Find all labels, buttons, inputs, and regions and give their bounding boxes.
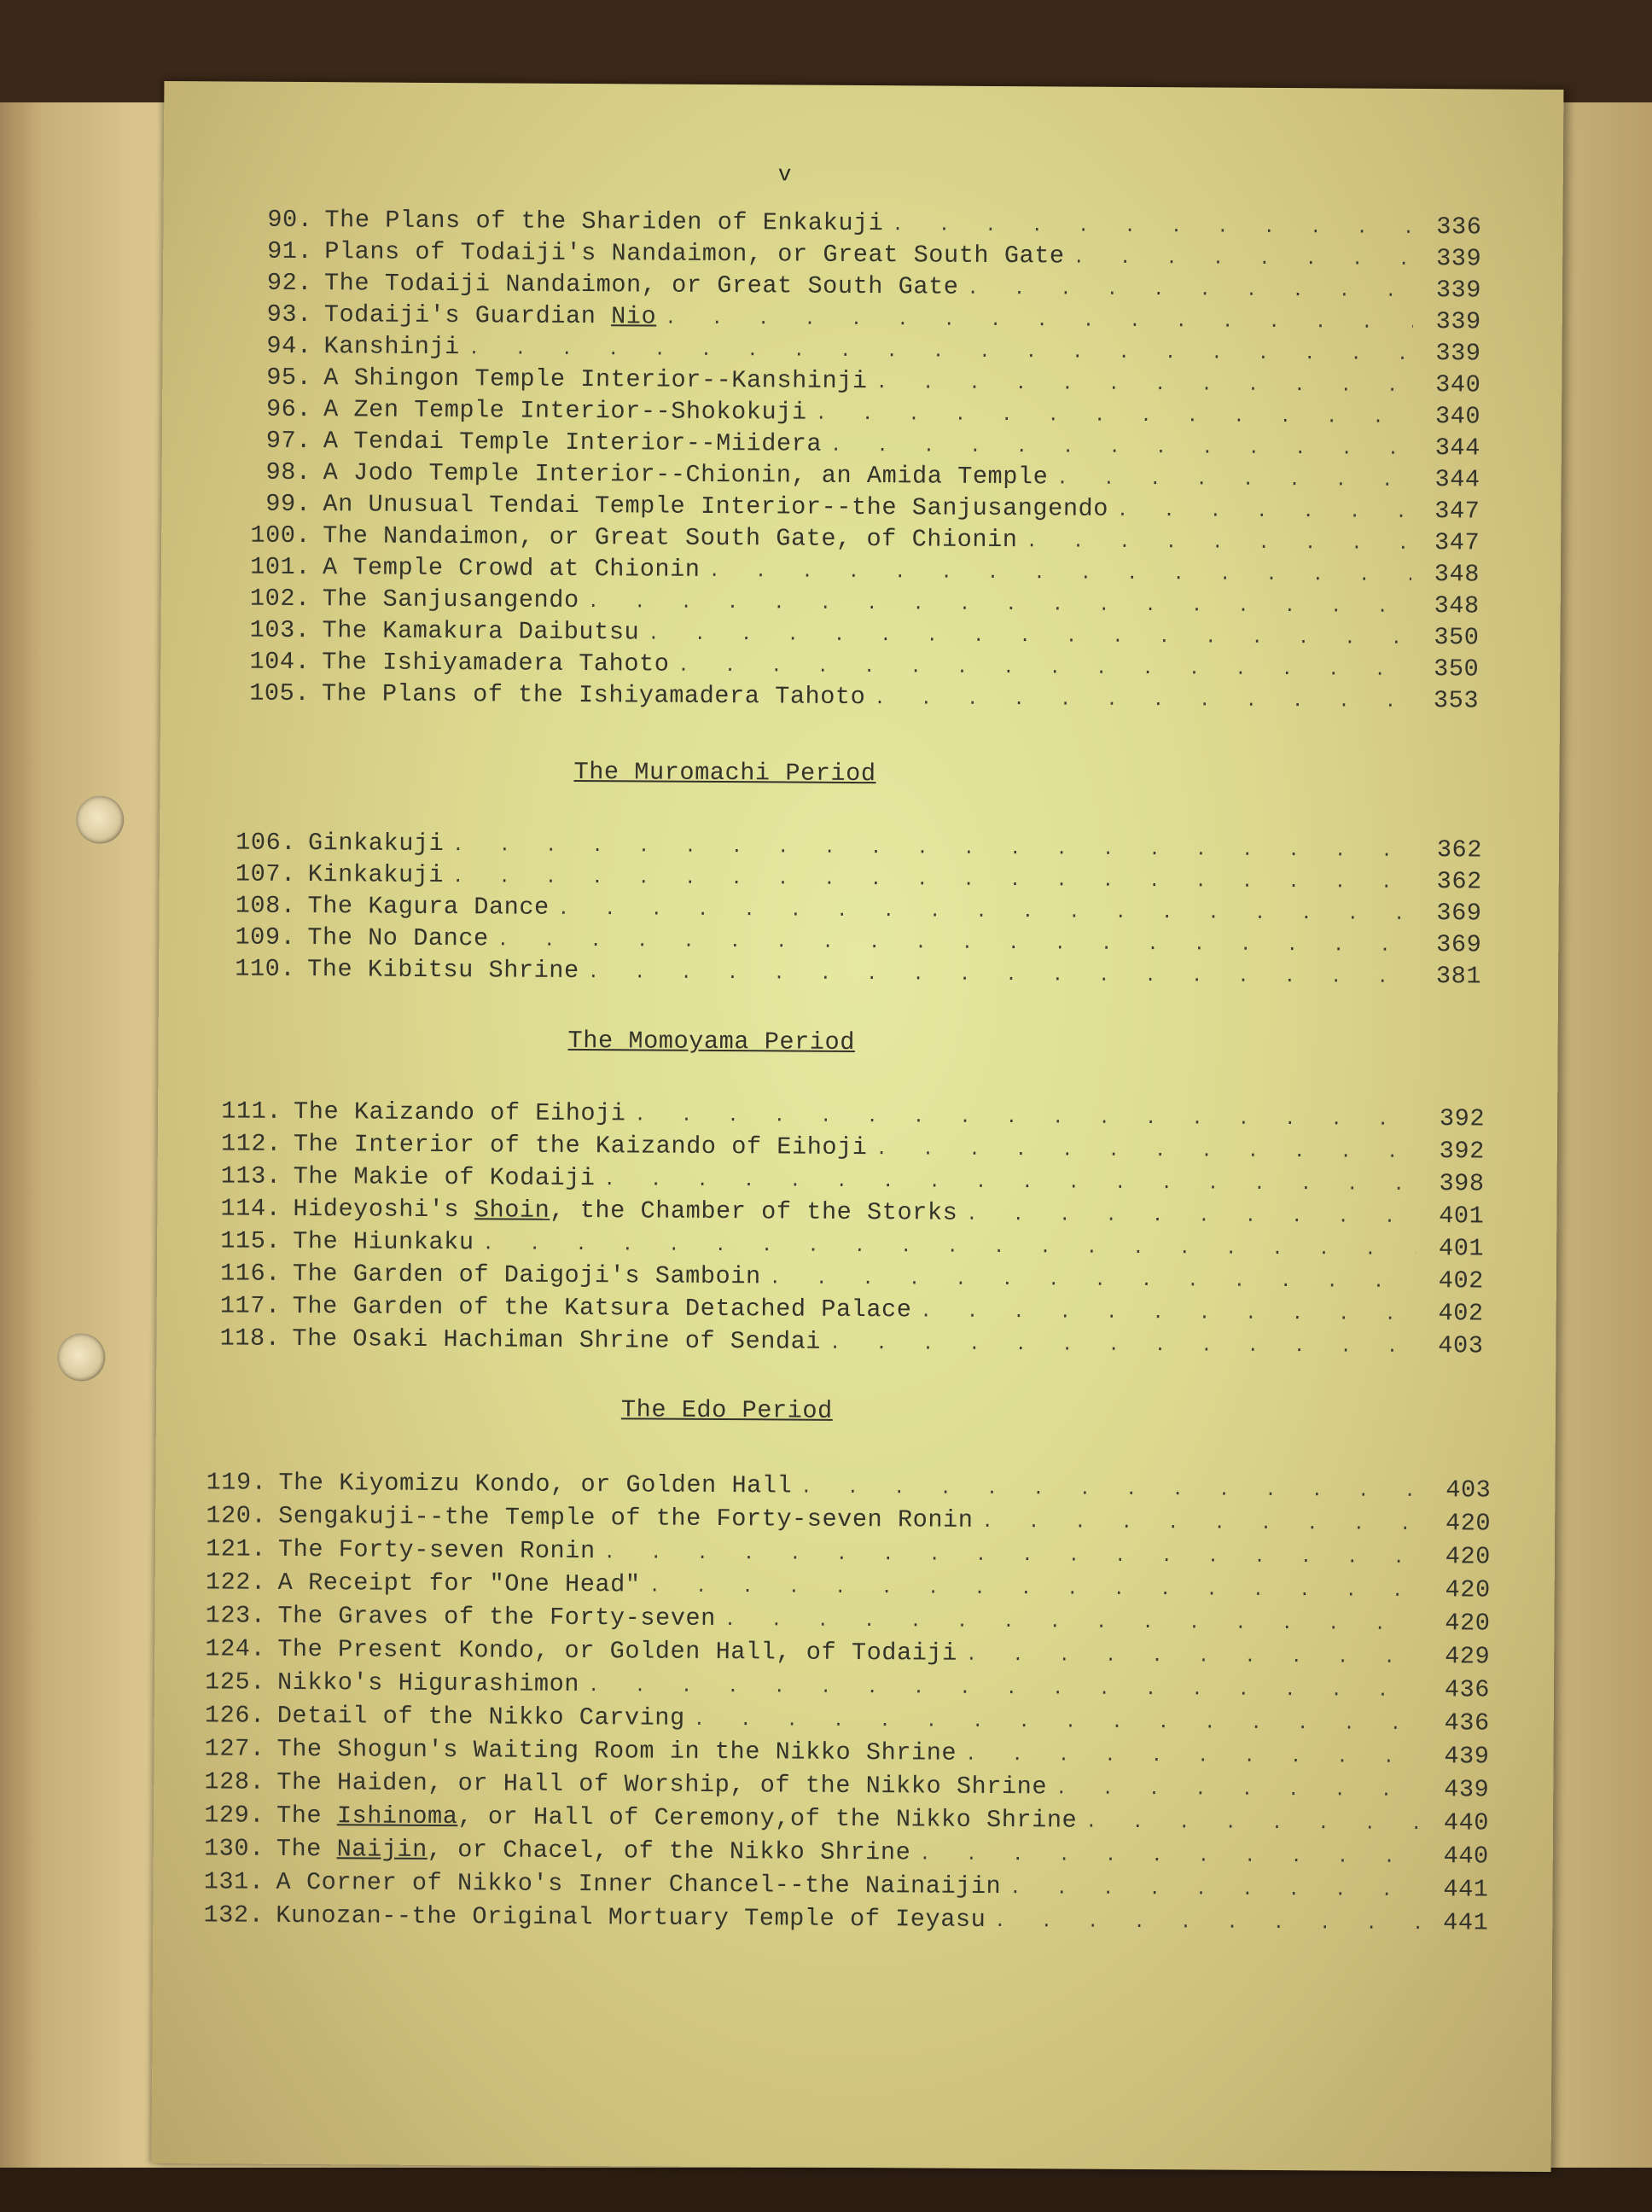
entry-page: 347 bbox=[1434, 528, 1480, 557]
entry-title: The Sanjusangendo bbox=[322, 585, 579, 614]
list-item bbox=[189, 1668, 1490, 1706]
dot-leader bbox=[1056, 468, 1411, 492]
dot-leader bbox=[604, 1169, 1416, 1196]
dot-leader bbox=[648, 623, 1411, 649]
dot-leader bbox=[770, 1267, 1416, 1293]
entry-page: 362 bbox=[1436, 867, 1482, 896]
entry-page: 348 bbox=[1434, 560, 1480, 589]
entry-title: Ginkakuji bbox=[307, 829, 445, 859]
dot-leader bbox=[920, 1301, 1415, 1325]
list-item bbox=[189, 1601, 1490, 1639]
list-item bbox=[187, 1901, 1488, 1939]
dot-leader bbox=[634, 1104, 1416, 1131]
entry-title: Nikko's Higurashimon bbox=[276, 1668, 580, 1699]
entry-number: 104. bbox=[249, 647, 311, 677]
entry-number: 113. bbox=[220, 1161, 282, 1190]
entry-number: 131. bbox=[203, 1867, 265, 1896]
dot-leader bbox=[829, 1333, 1416, 1358]
list-item bbox=[188, 1734, 1489, 1773]
dot-leader bbox=[497, 929, 1414, 957]
entry-page: 398 bbox=[1439, 1169, 1485, 1198]
entry-title: The Naijin, or Chacel, of the Nikko Shrine bbox=[276, 1834, 911, 1867]
entry-number: 120. bbox=[206, 1501, 267, 1530]
list-item bbox=[188, 1767, 1489, 1806]
dot-leader bbox=[708, 561, 1411, 586]
entry-number: 98. bbox=[265, 457, 311, 487]
entry-title: The Garden of the Katsura Detached Palace bbox=[292, 1291, 912, 1324]
entry-title: A Corner of Nikko's Inner Chancel--the Nainaijin bbox=[276, 1867, 1002, 1901]
entry-number: 90. bbox=[267, 205, 313, 235]
entry-title: The Osaki Hachiman Shrine of Sendai bbox=[292, 1324, 822, 1356]
dot-leader bbox=[588, 1675, 1422, 1702]
entry-title: The Kagura Dance bbox=[307, 892, 550, 922]
entry-number: 102. bbox=[249, 584, 311, 614]
punch-hole-lower bbox=[57, 1333, 105, 1381]
entry-title: A Receipt for "One Head" bbox=[277, 1568, 641, 1599]
entry-page: 436 bbox=[1444, 1675, 1491, 1704]
entry-page: 339 bbox=[1435, 339, 1481, 368]
entry-page: 392 bbox=[1439, 1137, 1485, 1166]
dot-leader bbox=[1117, 500, 1412, 523]
dot-leader bbox=[966, 1204, 1416, 1228]
entry-page: 340 bbox=[1435, 370, 1481, 399]
dot-leader bbox=[604, 1542, 1422, 1569]
list-item bbox=[189, 1468, 1491, 1506]
entry-page: 340 bbox=[1434, 402, 1481, 431]
entry-number: 100. bbox=[250, 521, 311, 550]
entry-page: 401 bbox=[1438, 1234, 1485, 1263]
entry-page: 350 bbox=[1434, 655, 1480, 684]
entry-page: 420 bbox=[1445, 1575, 1491, 1604]
entry-number: 116. bbox=[220, 1259, 282, 1288]
entry-number: 122. bbox=[205, 1568, 266, 1597]
entry-page: 369 bbox=[1436, 930, 1482, 959]
dot-leader bbox=[966, 1644, 1422, 1668]
document-page bbox=[152, 81, 1564, 2172]
entry-title: Kinkakuji bbox=[307, 860, 445, 890]
entry-title: A Zen Temple Interior--Shokokuji bbox=[323, 395, 807, 427]
entry-number: 105. bbox=[249, 678, 311, 708]
entry-number: 103. bbox=[249, 615, 311, 645]
entry-title: The Makie of Kodaiji bbox=[293, 1161, 596, 1193]
dot-leader bbox=[981, 1511, 1422, 1535]
entry-title: The Ishiyamadera Tahoto bbox=[322, 648, 670, 678]
entry-page: 402 bbox=[1438, 1299, 1484, 1328]
entry-page: 348 bbox=[1434, 591, 1480, 620]
dot-leader bbox=[892, 214, 1413, 239]
entry-number: 112. bbox=[220, 1129, 282, 1158]
section-heading-momoyama: The Momoyama Period bbox=[567, 1026, 856, 1057]
table-of-contents bbox=[152, 81, 1564, 2172]
dot-leader bbox=[665, 308, 1413, 334]
entry-title: A Shingon Temple Interior--Kanshinji bbox=[323, 364, 868, 396]
entry-number: 127. bbox=[204, 1734, 265, 1763]
entry-number: 123. bbox=[205, 1601, 266, 1630]
dot-leader bbox=[588, 962, 1413, 988]
entry-page: 347 bbox=[1434, 497, 1480, 526]
dot-leader bbox=[1056, 1778, 1421, 1802]
underlined-term: Ishinoma bbox=[336, 1802, 458, 1831]
entry-number: 128. bbox=[204, 1767, 265, 1796]
entry-page: 353 bbox=[1433, 686, 1480, 715]
dot-leader bbox=[965, 1744, 1422, 1768]
entry-title: Kanshinji bbox=[323, 332, 460, 362]
entry-title: The Kamakura Daibutsu bbox=[322, 616, 640, 647]
entry-title: The Kiyomizu Kondo, or Golden Hall bbox=[278, 1468, 793, 1500]
entry-number: 107. bbox=[235, 859, 296, 888]
dot-leader bbox=[452, 866, 1414, 894]
dot-leader bbox=[800, 1477, 1422, 1502]
entry-title: A Tendai Temple Interior--Miidera bbox=[323, 427, 823, 458]
dot-leader bbox=[452, 835, 1414, 862]
entry-title: The Kaizando of Eihoji bbox=[293, 1097, 626, 1128]
entry-number: 109. bbox=[235, 923, 296, 952]
entry-page: 402 bbox=[1438, 1266, 1485, 1295]
dot-leader bbox=[678, 655, 1411, 681]
entry-title: The Nandaimon, or Great South Gate, of Chionin bbox=[323, 521, 1018, 555]
list-item bbox=[233, 679, 1479, 718]
entry-title: The Forty-seven Ronin bbox=[277, 1534, 596, 1566]
entry-page: 439 bbox=[1444, 1775, 1490, 1804]
entry-number: 124. bbox=[205, 1634, 266, 1663]
entry-page: 369 bbox=[1436, 899, 1482, 928]
entry-title: A Temple Crowd at Chionin bbox=[322, 553, 701, 584]
dot-leader bbox=[694, 1709, 1422, 1735]
entry-number: 130. bbox=[203, 1834, 265, 1863]
entry-number: 132. bbox=[203, 1901, 265, 1930]
list-item bbox=[189, 1701, 1490, 1739]
list-item bbox=[189, 1634, 1490, 1673]
list-item bbox=[189, 1501, 1491, 1540]
entry-number: 121. bbox=[206, 1534, 267, 1563]
entry-page: 350 bbox=[1434, 623, 1480, 652]
entry-title: The Todaiji Nandaimon, or Great South Gate bbox=[323, 269, 959, 301]
entry-number: 94. bbox=[266, 331, 312, 361]
entry-page: 336 bbox=[1436, 212, 1482, 242]
section-heading-muromachi: The Muromachi Period bbox=[573, 757, 876, 789]
entry-title: Sengakuji--the Temple of the Forty-seven Ronin bbox=[278, 1501, 974, 1534]
entry-title: A Jodo Temple Interior--Chionin, an Amida Temple bbox=[323, 458, 1049, 492]
entry-number: 97. bbox=[265, 426, 311, 456]
binder-edge bbox=[0, 102, 43, 2168]
entry-page: 420 bbox=[1445, 1609, 1491, 1638]
dot-leader bbox=[724, 1610, 1422, 1635]
dot-leader bbox=[483, 1233, 1416, 1260]
entry-number: 114. bbox=[220, 1194, 282, 1223]
entry-page: 420 bbox=[1445, 1542, 1492, 1571]
dot-leader bbox=[468, 338, 1413, 365]
list-item bbox=[203, 1324, 1483, 1362]
entry-number: 119. bbox=[206, 1468, 267, 1497]
entry-page: 401 bbox=[1439, 1202, 1485, 1231]
entry-title: The Plans of the Shariden of Enkakuji bbox=[324, 206, 884, 238]
list-item bbox=[189, 1534, 1491, 1573]
entry-title: Plans of Todaiji's Nandaimon, or Great South Gate bbox=[324, 237, 1065, 271]
entry-title: The Interior of the Kaizando of Eihoji bbox=[293, 1129, 868, 1162]
dot-leader bbox=[558, 899, 1414, 925]
entry-title: The Garden of Daigoji's Samboin bbox=[292, 1259, 761, 1291]
dot-leader bbox=[874, 688, 1411, 713]
entry-title: The Haiden, or Hall of Worship, of the Nikko Shrine bbox=[276, 1767, 1048, 1802]
dot-leader bbox=[994, 1911, 1420, 1935]
entry-number: 129. bbox=[204, 1801, 265, 1830]
list-item bbox=[218, 954, 1481, 992]
dot-leader bbox=[1073, 247, 1414, 271]
entry-page: 436 bbox=[1444, 1708, 1490, 1738]
list-item bbox=[188, 1801, 1489, 1839]
page-number: v bbox=[777, 161, 792, 188]
list-item bbox=[189, 1568, 1491, 1606]
entry-number: 111. bbox=[221, 1097, 282, 1126]
entry-page: 403 bbox=[1438, 1331, 1484, 1360]
section-heading-edo: The Edo Period bbox=[620, 1395, 833, 1425]
dot-leader bbox=[967, 278, 1413, 302]
entry-page: 439 bbox=[1444, 1742, 1490, 1771]
entry-number: 99. bbox=[265, 489, 311, 519]
entry-page: 339 bbox=[1435, 307, 1481, 336]
entry-page: 392 bbox=[1439, 1104, 1486, 1133]
dot-leader bbox=[1085, 1812, 1421, 1835]
entry-number: 117. bbox=[219, 1291, 281, 1320]
list-item bbox=[188, 1834, 1489, 1872]
entry-number: 95. bbox=[266, 363, 312, 393]
entry-page: 339 bbox=[1436, 244, 1482, 273]
entry-page: 344 bbox=[1434, 465, 1480, 494]
dot-leader bbox=[588, 591, 1411, 618]
entry-title: Detail of the Nikko Carving bbox=[276, 1701, 685, 1732]
entry-number: 118. bbox=[219, 1324, 281, 1353]
list-item bbox=[187, 1867, 1488, 1906]
entry-number: 91. bbox=[267, 236, 313, 266]
entry-page: 344 bbox=[1434, 434, 1480, 463]
entry-page: 420 bbox=[1445, 1509, 1492, 1538]
entry-page: 339 bbox=[1435, 276, 1482, 305]
dot-leader bbox=[1009, 1877, 1420, 1901]
entry-title: The Kibitsu Shrine bbox=[307, 955, 579, 986]
entry-title: The Hiunkaku bbox=[293, 1226, 474, 1257]
entry-number: 92. bbox=[266, 268, 313, 298]
entry-title: The Plans of the Ishiyamadera Tahoto bbox=[321, 679, 866, 712]
entry-title: The No Dance bbox=[307, 923, 489, 953]
entry-page: 429 bbox=[1445, 1642, 1491, 1671]
dot-leader bbox=[875, 1138, 1416, 1163]
entry-page: 440 bbox=[1443, 1842, 1489, 1871]
entry-page: 381 bbox=[1435, 962, 1482, 991]
underlined-term: Nio bbox=[611, 302, 657, 331]
entry-number: 108. bbox=[235, 891, 296, 920]
entry-number: 101. bbox=[250, 552, 311, 582]
entry-number: 115. bbox=[220, 1226, 282, 1255]
entry-number: 110. bbox=[235, 954, 296, 983]
entry-page: 441 bbox=[1443, 1875, 1489, 1904]
entry-page: 441 bbox=[1443, 1908, 1489, 1937]
entry-page: 362 bbox=[1436, 835, 1483, 864]
entry-number: 93. bbox=[266, 300, 312, 329]
entry-title: The Present Kondo, or Golden Hall, of Todaiji bbox=[277, 1634, 957, 1668]
entry-number: 126. bbox=[204, 1701, 265, 1730]
entry-title: Kunozan--the Original Mortuary Temple of Ieyasu bbox=[276, 1901, 986, 1934]
entry-page: 403 bbox=[1446, 1476, 1492, 1505]
punch-hole-upper bbox=[76, 795, 124, 843]
entry-title: Todaiji's Guardian Nio bbox=[323, 300, 657, 331]
underlined-term: Shoin bbox=[474, 1196, 550, 1225]
dot-leader bbox=[816, 404, 1413, 428]
entry-title: Hideyoshi's Shoin, the Chamber of the Storks bbox=[293, 1194, 958, 1227]
dot-leader bbox=[649, 1576, 1422, 1603]
entry-title: An Unusual Tendai Temple Interior--the Sanjusangendo bbox=[323, 490, 1109, 523]
entry-number: 125. bbox=[205, 1668, 266, 1697]
entry-title: The Graves of the Forty-seven bbox=[277, 1601, 716, 1633]
entry-title: The Shogun's Waiting Room in the Nikko Shrine bbox=[276, 1734, 957, 1767]
underlined-term: Naijin bbox=[336, 1835, 428, 1864]
dot-leader bbox=[1026, 531, 1411, 555]
entry-number: 106. bbox=[236, 828, 297, 857]
dot-leader bbox=[919, 1843, 1421, 1868]
entry-title: The Ishinoma, or Hall of Ceremony,of the Nikko Shrine bbox=[276, 1801, 1078, 1835]
dot-leader bbox=[876, 372, 1413, 397]
dot-leader bbox=[830, 435, 1412, 460]
entry-number: 96. bbox=[265, 394, 312, 424]
entry-page: 440 bbox=[1443, 1808, 1490, 1837]
